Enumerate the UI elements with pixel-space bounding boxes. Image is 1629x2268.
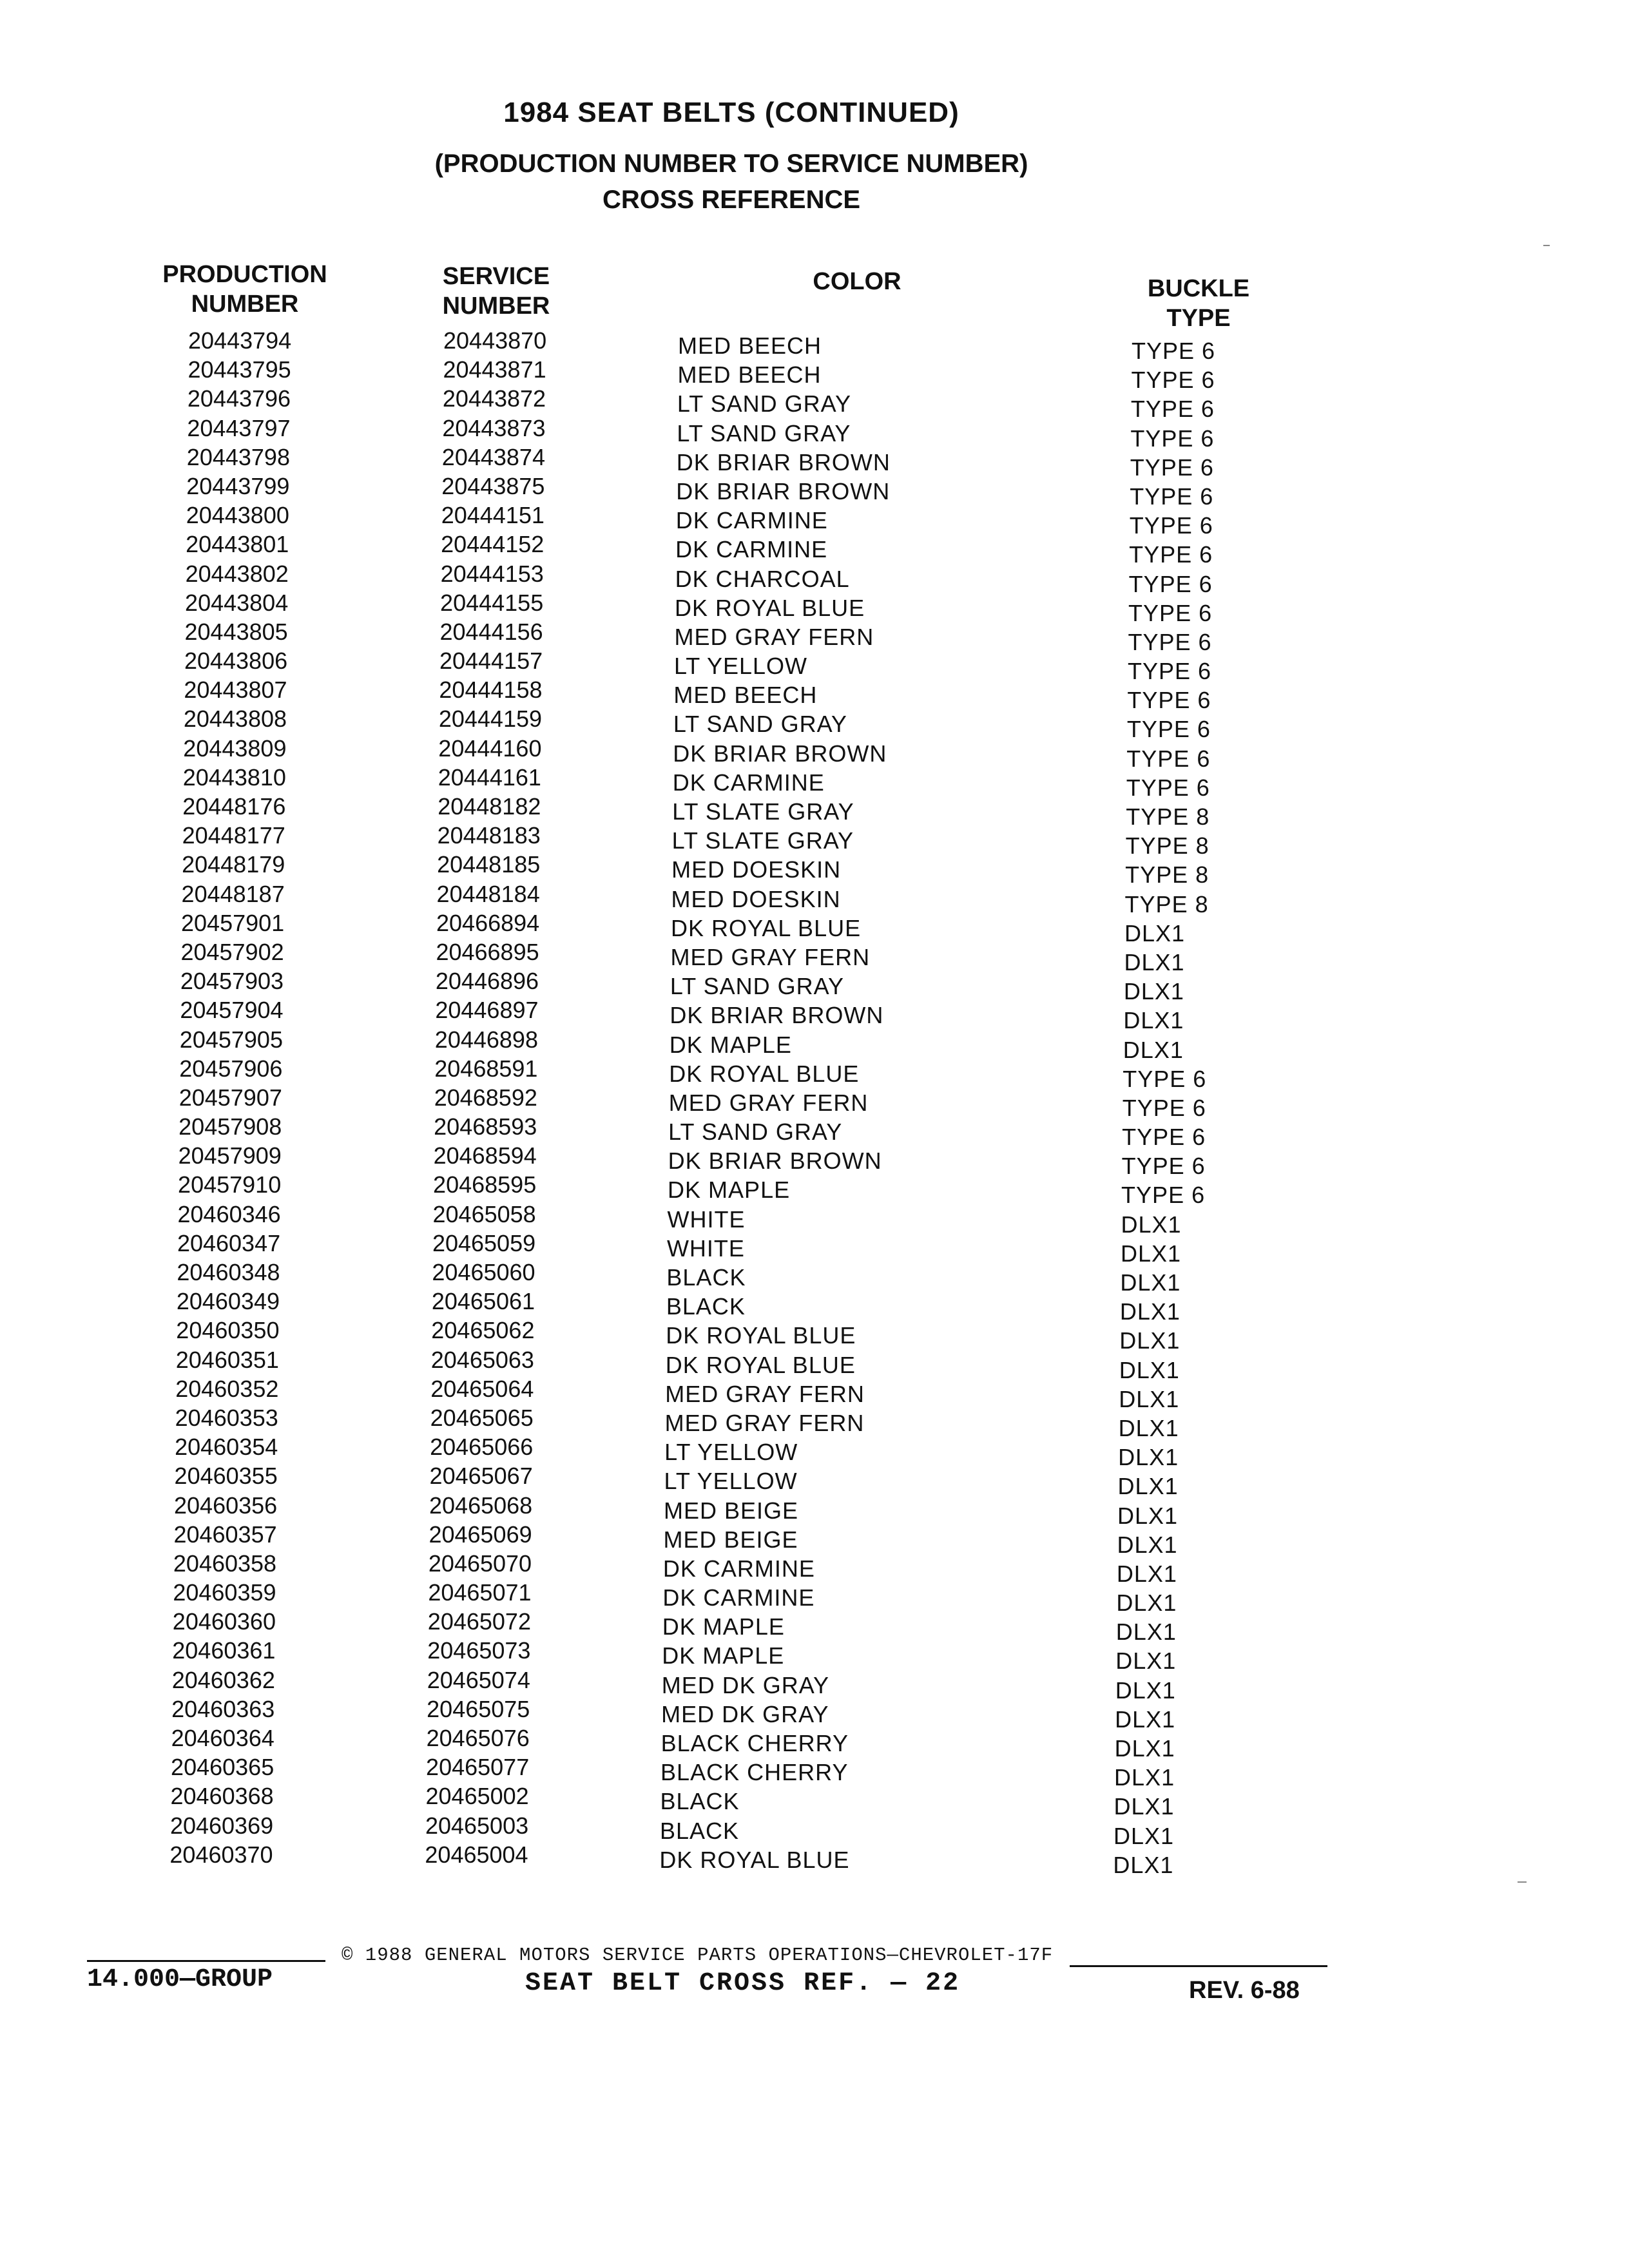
service-number-cell: 20468595 (433, 1171, 537, 1198)
table-row (0, 1317, 1617, 1354)
production-number-cell: 20460346 (177, 1200, 281, 1227)
production-number-cell: 20457901 (181, 909, 285, 936)
buckle-type-cell: DLX1 (1115, 1677, 1176, 1704)
service-number-cell: 20465073 (427, 1637, 531, 1664)
color-cell: DK BRIAR BROWN (673, 740, 887, 767)
production-number-cell: 20460354 (175, 1434, 278, 1461)
production-number-cell: 20460368 (170, 1783, 274, 1810)
production-number-cell: 20443794 (188, 327, 292, 354)
buckle-type-cell: TYPE 6 (1130, 396, 1215, 423)
production-number-cell: 20460348 (177, 1259, 280, 1285)
table-row (0, 909, 1622, 947)
color-cell: DK MAPLE (662, 1613, 785, 1640)
scan-mark (1543, 245, 1550, 246)
service-number-cell: 20465076 (426, 1725, 530, 1751)
buckle-type-cell: DLX1 (1114, 1735, 1175, 1762)
table-row (0, 356, 1628, 394)
production-number-cell: 20460358 (173, 1550, 277, 1577)
color-cell: MED DK GRAY (661, 1700, 829, 1727)
service-number-cell: 20443870 (443, 327, 547, 354)
table-row (0, 997, 1621, 1034)
buckle-type-cell: DLX1 (1123, 1036, 1184, 1063)
production-number-cell: 20443795 (188, 356, 291, 383)
service-number-cell: 20443874 (441, 443, 545, 470)
color-cell: DK BRIAR BROWN (668, 1148, 882, 1175)
service-number-cell: 20444153 (440, 560, 544, 587)
table-row (0, 1055, 1620, 1092)
color-cell: WHITE (666, 1235, 745, 1262)
production-number-cell: 20443804 (185, 589, 289, 616)
table-row (0, 1695, 1612, 1733)
service-number-cell: 20444152 (441, 531, 545, 558)
color-cell: MED GRAY FERN (670, 943, 871, 970)
service-number-cell: 20448185 (437, 851, 541, 878)
production-number-cell: 20457910 (178, 1171, 282, 1198)
service-number-cell: 20465074 (427, 1666, 530, 1693)
color-cell: LT SAND GRAY (677, 419, 851, 447)
table-row (0, 880, 1623, 918)
production-number-cell: 20460362 (171, 1666, 275, 1693)
production-number-cell: 20460369 (169, 1812, 274, 1839)
table-row (0, 764, 1624, 801)
service-number-cell: 20465071 (428, 1579, 532, 1606)
table-row (0, 589, 1626, 626)
production-number-cell: 20460355 (174, 1463, 278, 1490)
color-cell: DK CARMINE (675, 507, 828, 534)
service-number-cell: 20446898 (434, 1026, 538, 1053)
color-cell: MED GRAY FERN (665, 1380, 865, 1407)
color-cell: LT SLATE GRAY (672, 798, 854, 825)
production-number-cell: 20457909 (178, 1142, 282, 1169)
color-cell: MED BEIGE (664, 1497, 799, 1524)
color-cell: BLACK (660, 1788, 740, 1815)
buckle-type-cell: TYPE 8 (1125, 832, 1210, 860)
color-cell: MED DK GRAY (661, 1671, 830, 1698)
color-cell: DK ROYAL BLUE (669, 1060, 860, 1087)
service-number-cell: 20444158 (439, 677, 543, 704)
buckle-type-cell: DLX1 (1117, 1473, 1179, 1500)
table-row (0, 531, 1626, 568)
color-cell: DK CARMINE (662, 1555, 815, 1582)
service-number-cell: 20448183 (437, 822, 541, 849)
production-number-cell: 20443806 (184, 648, 288, 675)
column-header-buckle-line1: BUCKLE (1147, 275, 1250, 302)
table-row (0, 618, 1626, 655)
color-cell: DK BRIAR BROWN (676, 477, 891, 505)
production-number-cell: 20457902 (180, 938, 284, 965)
table-row (0, 1521, 1614, 1558)
buckle-type-cell: DLX1 (1116, 1560, 1177, 1587)
production-number-cell: 20457905 (179, 1026, 283, 1053)
production-number-cell: 20443809 (183, 735, 287, 762)
production-number-cell: 20457907 (178, 1084, 282, 1111)
color-cell: LT SAND GRAY (668, 1119, 843, 1146)
column-header-service (412, 262, 580, 321)
buckle-type-cell: TYPE 6 (1132, 338, 1216, 364)
service-number-cell: 20444156 (439, 618, 543, 645)
buckle-type-cell: TYPE 6 (1126, 716, 1211, 743)
scan-mark (1518, 1881, 1527, 1883)
service-number-cell: 20465060 (432, 1259, 535, 1285)
table-row (0, 1579, 1614, 1617)
table-row (0, 735, 1624, 772)
table-row (0, 968, 1621, 1005)
table-row (0, 1259, 1617, 1296)
page-subtitle: (PRODUCTION NUMBER TO SERVICE NUMBER) (434, 149, 1028, 178)
production-number-cell: 20460361 (172, 1637, 276, 1664)
service-number-cell: 20448182 (438, 793, 541, 820)
color-cell: DK MAPLE (668, 1177, 791, 1204)
color-cell: DK CARMINE (675, 536, 828, 563)
buckle-type-cell: DLX1 (1118, 1414, 1179, 1441)
table-row (0, 1084, 1620, 1121)
table-row (0, 1171, 1619, 1209)
column-header-production-line1: PRODUCTION (162, 261, 327, 288)
buckle-type-cell: DLX1 (1124, 948, 1185, 975)
buckle-type-cell: TYPE 6 (1128, 599, 1213, 626)
buckle-type-cell: DLX1 (1123, 978, 1184, 1005)
color-cell: BLACK (666, 1264, 746, 1291)
service-number-cell: 20443871 (443, 356, 546, 383)
table-row (0, 414, 1628, 452)
buckle-type-cell: TYPE 6 (1130, 425, 1215, 452)
production-number-cell: 20443808 (183, 706, 287, 733)
buckle-type-cell: TYPE 6 (1123, 1065, 1207, 1092)
color-cell: LT YELLOW (664, 1439, 798, 1466)
table-row (0, 938, 1621, 975)
production-number-cell: 20443797 (187, 414, 291, 441)
service-number-cell: 20468594 (433, 1142, 537, 1169)
service-number-cell: 20444159 (438, 706, 543, 733)
buckle-type-cell: DLX1 (1124, 919, 1186, 947)
production-number-cell: 20460356 (174, 1492, 278, 1519)
table-row (0, 1812, 1611, 1849)
production-number-cell: 20460352 (175, 1375, 279, 1402)
table-row (0, 1288, 1617, 1325)
production-number-cell: 20460359 (173, 1579, 276, 1606)
color-cell: LT SAND GRAY (677, 390, 851, 418)
buckle-type-cell: TYPE 6 (1127, 687, 1211, 714)
color-cell: DK CARMINE (672, 769, 825, 796)
buckle-type-cell: DLX1 (1117, 1502, 1179, 1529)
buckle-type-cell: TYPE 6 (1122, 1094, 1206, 1121)
buckle-type-cell: DLX1 (1114, 1764, 1175, 1791)
production-number-cell: 20460363 (171, 1695, 275, 1722)
production-number-cell: 20443796 (187, 385, 291, 412)
column-header-service-line1: SERVICE (442, 263, 550, 290)
table-row (0, 385, 1628, 423)
buckle-type-cell: TYPE 6 (1126, 774, 1210, 801)
table-row (0, 1492, 1615, 1529)
buckle-type-cell: TYPE 6 (1130, 454, 1214, 481)
service-number-cell: 20465004 (425, 1841, 528, 1868)
footer-copyright: © 1988 GENERAL MOTORS SERVICE PARTS OPERATIONS—CHEVROLET-17F (342, 1945, 1054, 1966)
production-number-cell: 20448176 (182, 793, 286, 820)
production-number-cell: 20457908 (178, 1113, 282, 1140)
service-number-cell: 20446896 (435, 968, 539, 995)
table-row (0, 1404, 1616, 1441)
table-row (0, 1666, 1613, 1704)
service-number-cell: 20465003 (425, 1812, 529, 1839)
production-number-cell: 20443801 (186, 531, 289, 558)
production-number-cell: 20443807 (184, 677, 287, 704)
buckle-type-cell: DLX1 (1119, 1327, 1181, 1354)
production-number-cell: 20443800 (186, 502, 289, 529)
table-row (0, 560, 1626, 597)
service-number-cell: 20444161 (438, 764, 541, 791)
buckle-type-cell: TYPE 8 (1125, 861, 1210, 889)
table-row (0, 1725, 1612, 1762)
color-cell: DK BRIAR BROWN (670, 1002, 884, 1029)
buckle-type-cell: TYPE 6 (1129, 512, 1213, 539)
buckle-type-cell: DLX1 (1115, 1619, 1177, 1646)
service-number-cell: 20465069 (429, 1521, 532, 1548)
service-number-cell: 20465068 (429, 1492, 533, 1519)
service-number-cell: 20465002 (425, 1783, 529, 1810)
color-cell: LT SLATE GRAY (671, 827, 854, 854)
color-cell: LT SAND GRAY (670, 973, 844, 1000)
footer-group: 14.000—GROUP (87, 1965, 273, 1994)
production-number-cell: 20448187 (181, 880, 285, 907)
buckle-type-cell: TYPE 6 (1122, 1124, 1206, 1151)
table-row (0, 1142, 1619, 1180)
table-row (0, 1026, 1621, 1063)
color-cell: DK MAPLE (662, 1642, 785, 1669)
table-row (0, 472, 1627, 510)
color-cell: MED GRAY FERN (668, 1089, 869, 1116)
table-row (0, 851, 1623, 889)
table-row (0, 1434, 1615, 1471)
buckle-type-cell: TYPE 6 (1121, 1182, 1206, 1209)
table-row (0, 648, 1625, 685)
service-number-cell: 20465075 (427, 1695, 530, 1722)
service-number-cell: 20444157 (439, 648, 543, 675)
column-header-color-label: COLOR (813, 268, 901, 295)
service-number-cell: 20465063 (430, 1346, 534, 1373)
service-number-cell: 20465070 (428, 1550, 532, 1577)
table-row (0, 1229, 1618, 1267)
buckle-type-cell: DLX1 (1123, 1007, 1184, 1034)
production-number-cell: 20460357 (173, 1521, 277, 1548)
buckle-type-cell: DLX1 (1121, 1211, 1182, 1238)
buckle-type-cell: DLX1 (1119, 1356, 1180, 1383)
buckle-type-cell: DLX1 (1120, 1269, 1181, 1296)
footer-section: SEAT BELT CROSS REF. — 22 (525, 1969, 961, 1998)
buckle-type-cell: TYPE 6 (1128, 570, 1213, 597)
buckle-type-cell: TYPE 6 (1131, 367, 1215, 394)
service-number-cell: 20444160 (438, 735, 542, 762)
service-number-cell: 20465058 (432, 1200, 536, 1227)
service-number-cell: 20468592 (434, 1084, 537, 1111)
color-cell: BLACK (666, 1293, 746, 1320)
color-cell: DK BRIAR BROWN (676, 448, 891, 476)
service-number-cell: 20465066 (430, 1434, 534, 1461)
service-number-cell: 20465067 (429, 1463, 533, 1490)
color-cell: WHITE (667, 1206, 746, 1233)
color-cell: DK ROYAL BLUE (675, 594, 865, 621)
table-row (0, 1637, 1613, 1675)
service-number-cell: 20466895 (436, 938, 539, 965)
footer-revision: REV. 6-88 (1189, 1977, 1300, 2004)
color-cell: MED GRAY FERN (674, 623, 874, 650)
color-cell: DK ROYAL BLUE (659, 1846, 850, 1873)
cross-reference-table (0, 327, 1629, 1878)
table-row (0, 1346, 1617, 1383)
production-number-cell: 20443802 (185, 560, 289, 587)
production-number-cell: 20460365 (171, 1754, 275, 1781)
production-number-cell: 20457903 (180, 968, 284, 995)
service-number-cell: 20443875 (441, 472, 545, 499)
service-number-cell: 20448184 (436, 880, 540, 907)
table-row (0, 1113, 1619, 1151)
color-cell: BLACK CHERRY (660, 1759, 849, 1786)
table-row (0, 706, 1624, 743)
column-header-buckle (1115, 274, 1282, 333)
column-header-color (767, 267, 947, 296)
table-row (0, 1783, 1612, 1820)
color-cell: LT YELLOW (673, 653, 808, 680)
production-number-cell: 20460350 (176, 1317, 280, 1344)
production-number-cell: 20460353 (175, 1404, 278, 1431)
buckle-type-cell: TYPE 6 (1127, 658, 1212, 685)
buckle-type-cell: DLX1 (1113, 1793, 1175, 1820)
color-cell: MED BEECH (677, 361, 822, 389)
production-number-cell: 20460360 (172, 1608, 276, 1635)
color-cell: MED DOESKIN (671, 885, 841, 912)
service-number-cell: 20465072 (427, 1608, 531, 1635)
buckle-type-cell: DLX1 (1113, 1851, 1174, 1878)
color-cell: DK ROYAL BLUE (666, 1322, 856, 1349)
color-cell: MED DOESKIN (671, 856, 842, 883)
table-row (0, 677, 1624, 714)
buckle-type-cell: DLX1 (1115, 1648, 1177, 1675)
table-row (0, 1375, 1616, 1412)
production-number-cell: 20443810 (182, 764, 286, 791)
production-number-cell: 20460364 (171, 1725, 275, 1751)
service-number-cell: 20468591 (434, 1055, 538, 1082)
buckle-type-cell: TYPE 8 (1124, 890, 1209, 918)
table-row (0, 822, 1623, 860)
footer-rule-left (87, 1960, 325, 1962)
service-number-cell: 20443872 (442, 385, 546, 412)
column-header-buckle-line2: TYPE (1166, 305, 1231, 332)
color-cell: DK CHARCOAL (675, 565, 850, 592)
service-number-cell: 20443873 (442, 414, 546, 441)
production-number-cell: 20457906 (179, 1055, 283, 1082)
service-number-cell: 20466894 (436, 909, 540, 936)
color-cell: DK MAPLE (669, 1031, 792, 1058)
buckle-type-cell: TYPE 6 (1128, 628, 1212, 655)
color-cell: DK CARMINE (662, 1584, 815, 1611)
table-row (0, 1754, 1612, 1791)
column-header-production (148, 260, 342, 319)
buckle-type-cell: DLX1 (1120, 1240, 1182, 1267)
production-number-cell: 20460351 (175, 1346, 279, 1373)
service-number-cell: 20465059 (432, 1229, 536, 1256)
production-number-cell: 20460370 (169, 1841, 273, 1868)
table-row (0, 1841, 1610, 1878)
table-row (0, 1200, 1619, 1238)
color-cell: BLACK CHERRY (660, 1730, 849, 1756)
buckle-type-cell: TYPE 6 (1126, 745, 1211, 772)
service-number-cell: 20444155 (440, 589, 544, 616)
table-row (0, 793, 1623, 830)
table-row (0, 327, 1629, 364)
table-row (0, 1608, 1614, 1646)
color-cell: LT SAND GRAY (673, 711, 847, 738)
buckle-type-cell: TYPE 6 (1129, 541, 1213, 568)
table-row (0, 1463, 1615, 1500)
color-cell: MED BEIGE (663, 1526, 798, 1553)
buckle-type-cell: TYPE 6 (1121, 1153, 1206, 1180)
service-number-cell: 20465061 (431, 1288, 535, 1315)
service-number-cell: 20468593 (434, 1113, 537, 1140)
buckle-type-cell: TYPE 8 (1126, 803, 1210, 830)
service-number-cell: 20465062 (431, 1317, 535, 1344)
table-row (0, 502, 1627, 539)
page-subtitle-2: CROSS REFERENCE (602, 186, 861, 214)
buckle-type-cell: DLX1 (1117, 1531, 1178, 1558)
color-cell: MED BEECH (678, 332, 822, 359)
color-cell: MED GRAY FERN (664, 1409, 865, 1436)
table-row (0, 443, 1628, 481)
production-number-cell: 20443799 (186, 472, 290, 499)
service-number-cell: 20465065 (430, 1404, 534, 1431)
column-header-production-line2: NUMBER (191, 291, 299, 318)
buckle-type-cell: DLX1 (1115, 1706, 1176, 1733)
page-title: 1984 SEAT BELTS (CONTINUED) (503, 97, 959, 128)
buckle-type-cell: TYPE 6 (1130, 483, 1214, 510)
buckle-type-cell: DLX1 (1119, 1298, 1181, 1325)
production-number-cell: 20448177 (182, 822, 285, 849)
production-number-cell: 20448179 (182, 851, 285, 878)
service-number-cell: 20446897 (435, 997, 539, 1024)
production-number-cell: 20460349 (176, 1288, 280, 1315)
production-number-cell: 20443805 (184, 618, 288, 645)
buckle-type-cell: DLX1 (1116, 1590, 1177, 1617)
production-number-cell: 20457904 (180, 997, 284, 1024)
service-number-cell: 20465064 (430, 1375, 534, 1402)
column-header-service-line2: NUMBER (442, 293, 550, 320)
table-row (0, 1550, 1614, 1587)
buckle-type-cell: DLX1 (1118, 1444, 1179, 1471)
buckle-type-cell: DLX1 (1113, 1822, 1175, 1849)
color-cell: MED BEECH (673, 682, 818, 709)
service-number-cell: 20465077 (426, 1754, 530, 1781)
production-number-cell: 20443798 (186, 443, 290, 470)
buckle-type-cell: DLX1 (1119, 1385, 1180, 1412)
color-cell: DK ROYAL BLUE (665, 1351, 856, 1378)
color-cell: BLACK (659, 1817, 740, 1844)
footer-rule-right (1070, 1965, 1327, 1967)
color-cell: LT YELLOW (664, 1468, 798, 1495)
production-number-cell: 20460347 (177, 1229, 281, 1256)
service-number-cell: 20444151 (441, 502, 545, 529)
color-cell: DK ROYAL BLUE (671, 914, 862, 941)
